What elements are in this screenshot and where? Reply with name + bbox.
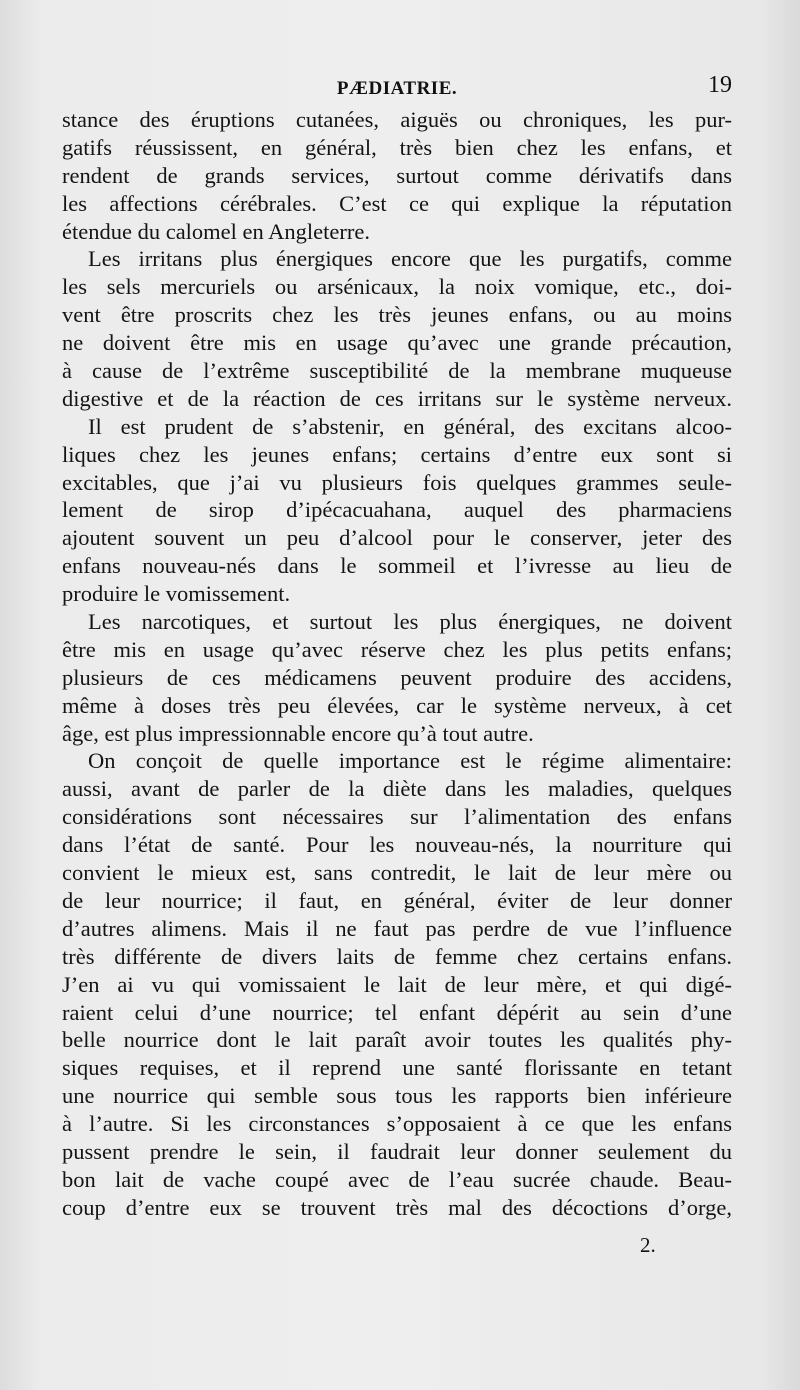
text-line: à l’autre. Si les circonstances s’opposaient à ce que les enfans — [62, 1111, 732, 1137]
text-line: les affections cérébrales. C’est ce qui explique la réputation — [62, 190, 732, 216]
text-line: enfans nouveau-nés dans le sommeil et l’ivresse au lieu de — [62, 553, 732, 579]
text-line: produire le vomissement. — [62, 581, 291, 607]
text-line: On conçoit de quelle importance est le régime alimentaire: — [88, 748, 732, 774]
text-line: aussi, avant de parler de la diète dans les maladies, quelques — [62, 776, 732, 802]
text-line: de leur nourrice; il faut, en général, éviter de leur donner — [62, 887, 732, 913]
text-line: bon lait de vache coupé avec de l’eau sucrée chaude. Beau- — [62, 1166, 732, 1192]
text-line: ne doivent être mis en usage qu’avec une grande précaution, — [62, 330, 732, 356]
text-line: à cause de l’extrême susceptibilité de la membrane muqueuse — [62, 358, 732, 384]
text-line: dans l’état de santé. Pour les nouveau-nés, la nourriture qui — [62, 832, 732, 858]
text-line: belle nourrice dont le lait paraît avoir toutes les qualités phy- — [62, 1027, 732, 1053]
running-title: PÆDIATRIE. — [336, 78, 458, 99]
text-line: Il est prudent de s’abstenir, en général, des excitans alcoo- — [88, 413, 732, 439]
text-line: rendent de grands services, surtout comme dérivatifs dans — [62, 162, 732, 188]
text-line: d’autres alimens. Mais il ne faut pas perdre de vue l’influence — [62, 915, 732, 941]
text-line: raient celui d’une nourrice; tel enfant dépérit au sein d’une — [62, 999, 732, 1025]
text-line: lement de sirop d’ipécacuahana, auquel des pharmaciens — [62, 497, 732, 523]
text-line: vent être proscrits chez les très jeunes enfans, ou au moins — [62, 302, 732, 328]
text-line: considérations sont nécessaires sur l’alimentation des enfans — [62, 804, 732, 830]
text-line: plusieurs de ces médicamens peuvent produire des accidens, — [62, 664, 732, 690]
text-line: gatifs réussissent, en général, très bien chez les enfans, et — [62, 134, 732, 160]
body-text — [62, 106, 732, 1222]
signature-mark: 2. — [640, 1233, 656, 1257]
text-line: ajoutent souvent un peu d’alcool pour le conserver, jeter des — [62, 525, 732, 551]
text-line: même à doses très peu élevées, car le système nerveux, à cet — [62, 692, 732, 718]
text-line: Les irritans plus énergiques encore que les purgatifs, comme — [88, 246, 732, 272]
page-number: 19 — [708, 72, 732, 98]
page-header — [62, 72, 732, 102]
text-line: âge, est plus impressionnable encore qu’à tout autre. — [62, 720, 534, 746]
text-line: siques requises, et il reprend une santé florissante en tetant — [62, 1055, 732, 1081]
text-line: une nourrice qui semble sous tous les rapports bien inférieure — [62, 1083, 732, 1109]
text-line: excitables, que j’ai vu plusieurs fois quelques grammes seule- — [62, 469, 732, 495]
text-line: liques chez les jeunes enfans; certains d’entre eux sont si — [62, 441, 732, 467]
text-line: Les narcotiques, et surtout les plus énergiques, ne doivent — [88, 609, 732, 635]
text-line: très différente de divers laits de femme chez certains enfans. — [62, 943, 732, 969]
text-line: digestive et de la réaction de ces irritans sur le système nerveux. — [62, 385, 732, 411]
text-line: stance des éruptions cutanées, aiguës ou chroniques, les pur- — [62, 107, 732, 132]
text-line: étendue du calomel en Angleterre. — [62, 218, 370, 244]
text-line: convient le mieux est, sans contredit, le lait de leur mère ou — [62, 860, 732, 886]
text-line: coup d’entre eux se trouvent très mal des décoctions d’orge, — [62, 1194, 732, 1220]
text-line: être mis en usage qu’avec réserve chez les plus petits enfans; — [62, 636, 732, 662]
text-line: les sels mercuriels ou arsénicaux, la noix vomique, etc., doi- — [62, 274, 732, 300]
text-line: pussent prendre le sein, il faudrait leur donner seulement du — [62, 1138, 732, 1164]
text-line: J’en ai vu qui vomissaient le lait de leur mère, et qui digé- — [62, 971, 732, 997]
